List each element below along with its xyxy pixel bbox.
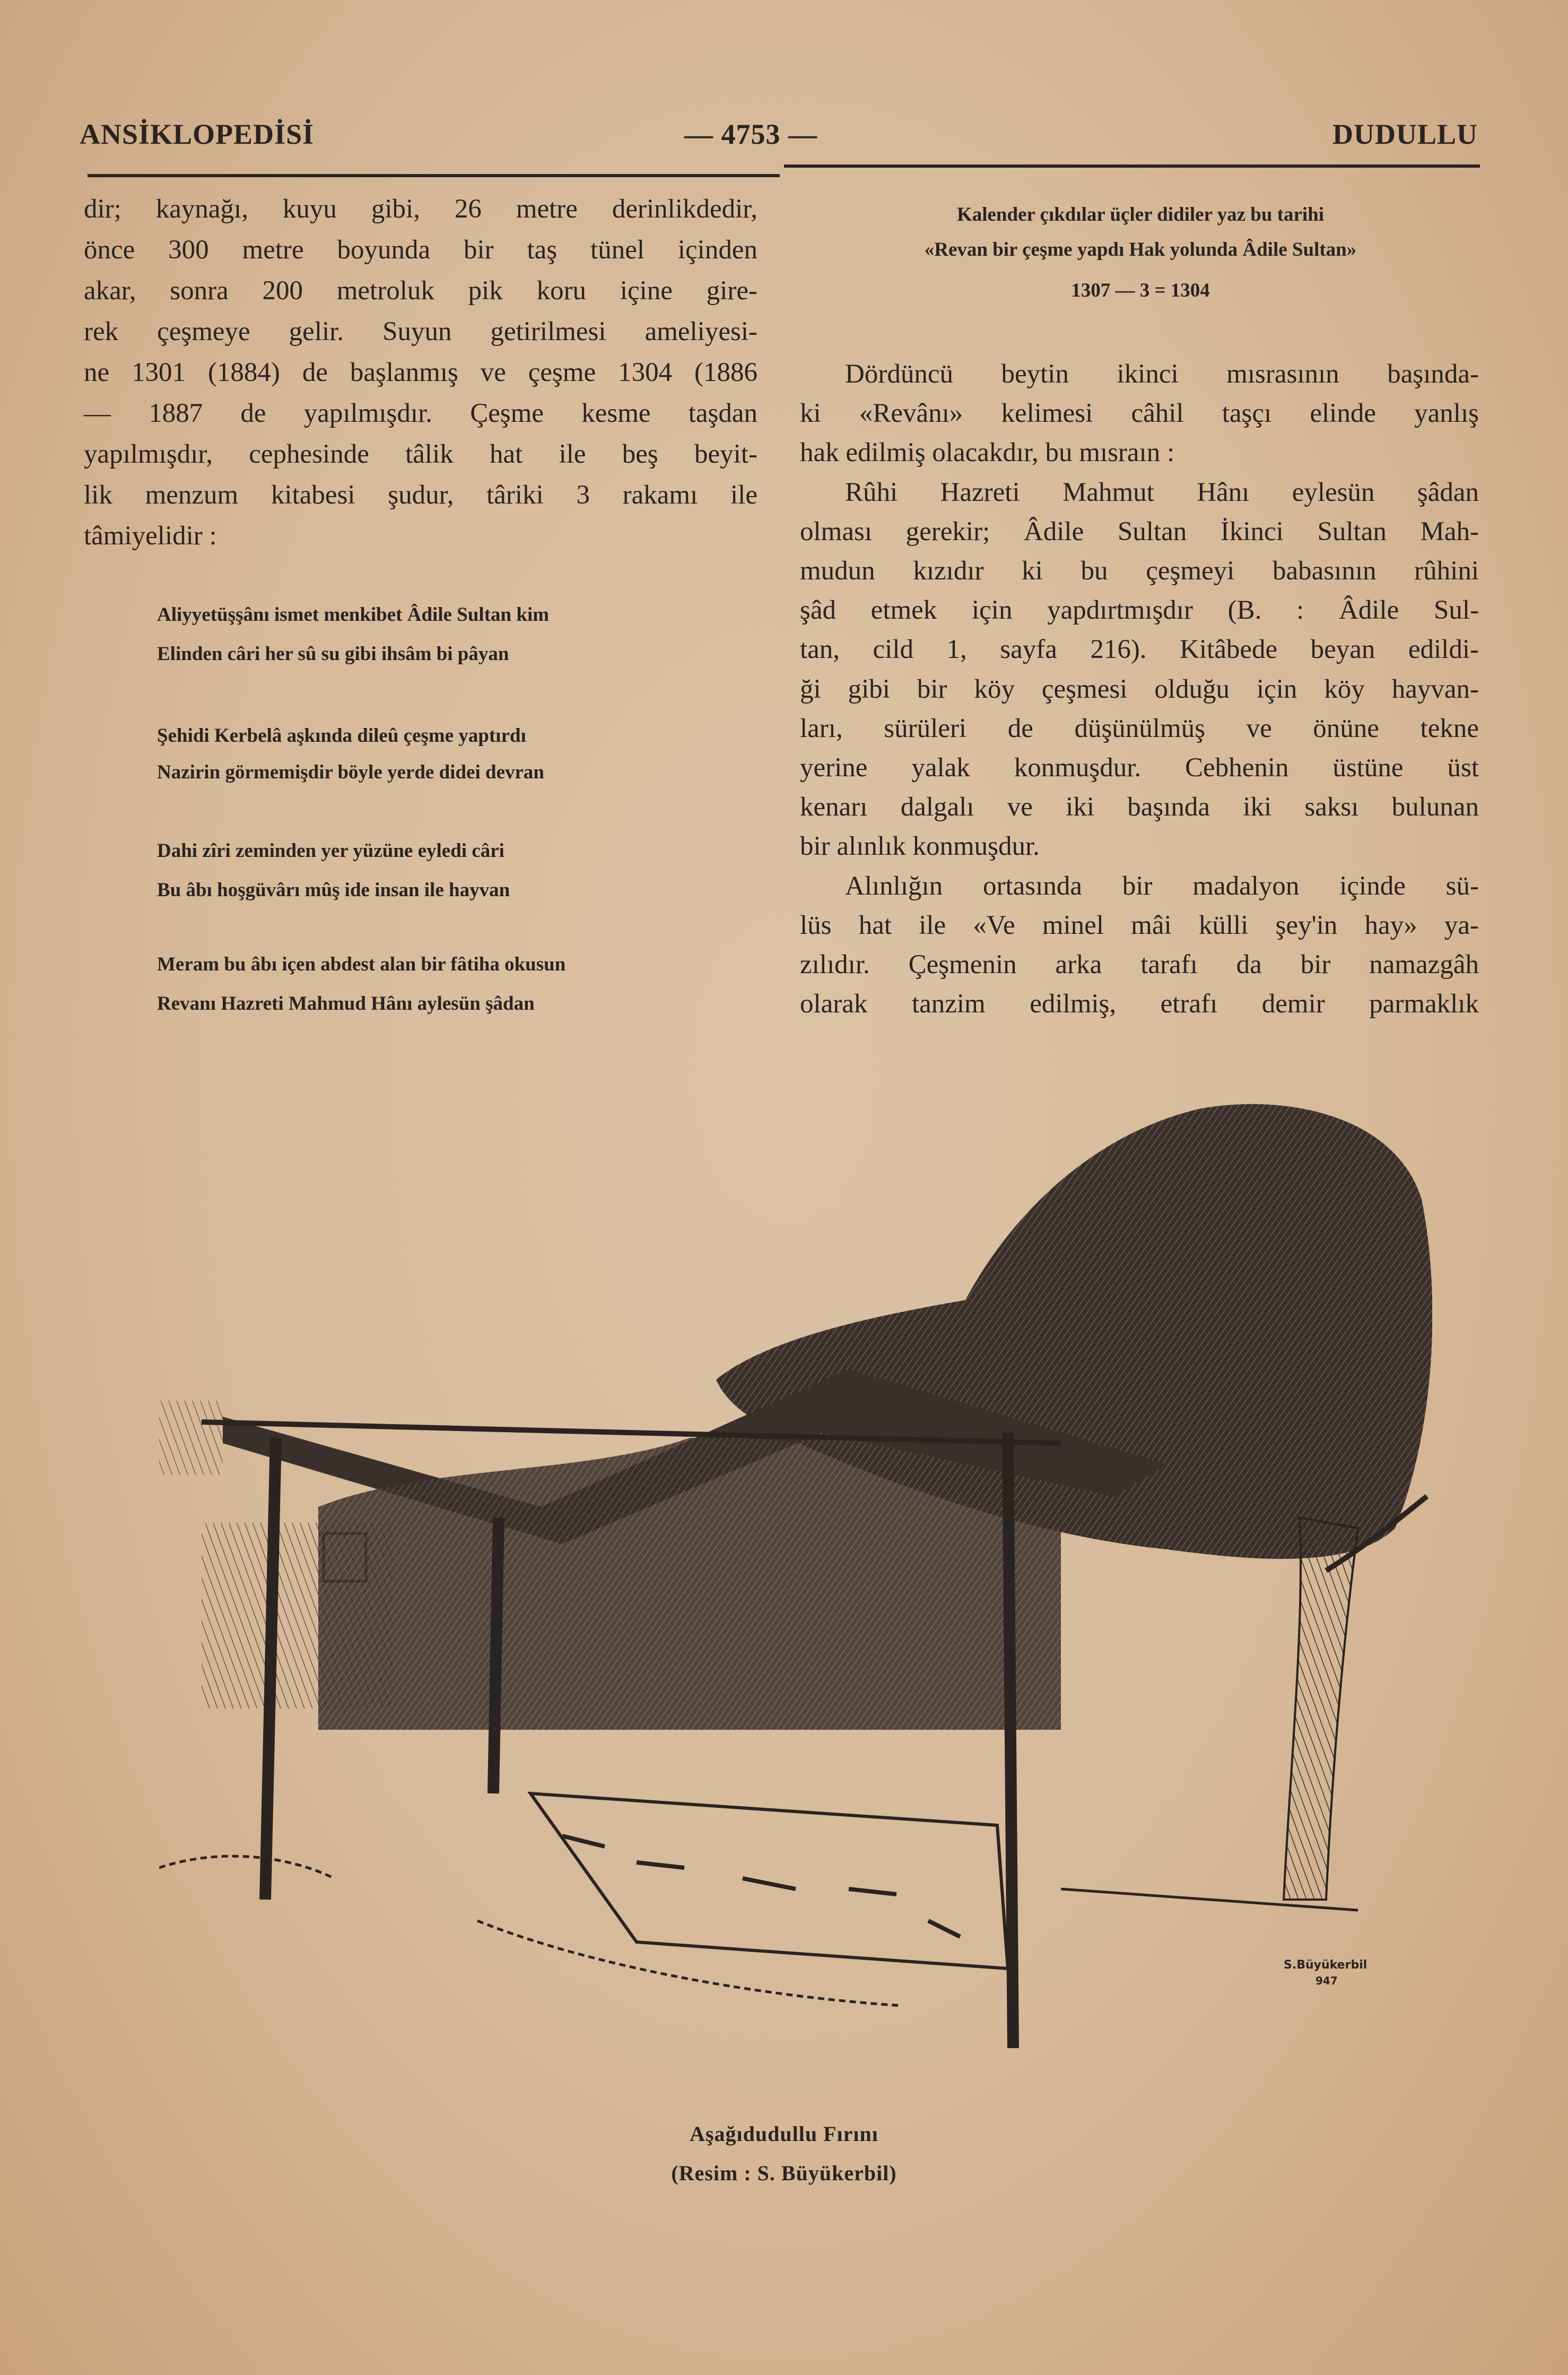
body-text-line: rek çeşmeye gelir. Suyun getirilmesi ameliyesi- bbox=[84, 317, 757, 346]
body-text-line: şâd etmek için yapdırtmışdır (B. : Âdile Sul- bbox=[800, 595, 1479, 626]
poem-line: Aliyyetüşşânı ismet menkibet Âdile Sultan kim bbox=[157, 604, 550, 626]
body-text-line: tan, cild 1, sayfa 216). Kitâbede beyan edildi- bbox=[800, 635, 1479, 665]
body-text-line: yerine yalak konmuşdur. Cebhenin üstüne üst bbox=[800, 753, 1479, 783]
page-number: — 4753 — bbox=[684, 118, 817, 150]
body-text-line: Alınlığın ortasında bir madalyon içinde sü- bbox=[845, 871, 1479, 901]
poem-line: Bu âbı hoşgüvârı mûş ide insan ile hayvan bbox=[157, 879, 510, 901]
body-text-line: ği gibi bir köy çeşmesi olduğu için köy hayvan- bbox=[800, 674, 1479, 704]
body-text-line: olması gerekir; Âdile Sultan İkinci Sultan Mah- bbox=[800, 516, 1479, 547]
body-text-line: lüs hat ile «Ve minel mâi külli şey'in hay» ya- bbox=[800, 910, 1479, 940]
artist-signature: S.Büyükerbil bbox=[1284, 1958, 1367, 1972]
body-text-line: mudun kızıdır ki bu çeşmeyi babasının rûhini bbox=[800, 556, 1479, 586]
artist-signature-year: 947 bbox=[1316, 1974, 1338, 1987]
ground-line bbox=[159, 1856, 1358, 2006]
poem-line: Revanı Hazreti Mahmud Hânı aylesün şâdan bbox=[157, 993, 535, 1015]
body-text-line: ki «Revânı» kelimesi câhil taşçı elinde yanlış bbox=[800, 398, 1479, 429]
body-text-line: hak edilmiş olacakdır, bu mısraın : bbox=[800, 438, 1175, 468]
poem-line: Dahi zîri zeminden yer yüzüne eyledi câri bbox=[157, 840, 504, 862]
body-text-line: — 1887 de yapılmışdır. Çeşme kesme taşdan bbox=[84, 398, 757, 428]
body-text-line: zılıdır. Çeşmenin arka tarafı da bir namazgâh bbox=[800, 950, 1479, 980]
body-text-line: Rûhi Hazreti Mahmut Hânı eylesün şâdan bbox=[845, 477, 1479, 507]
body-text-line: Dördüncü beytin ikinci mısrasının başında- bbox=[845, 359, 1479, 389]
stone-wall bbox=[530, 1793, 1008, 1969]
body-text-line: lik menzum kitabesi şudur, târiki 3 rakamı ile bbox=[84, 480, 757, 510]
body-text-line: tâmiyelidir : bbox=[84, 521, 217, 551]
tree-trunk bbox=[1284, 1496, 1427, 1900]
running-head-left: ANSİKLOPEDİSİ bbox=[80, 118, 315, 150]
body-text-line: kenarı dalgalı ve iki başında iki saksı bulunan bbox=[800, 792, 1479, 822]
poem-line: Meram bu âbı içen abdest alan bir fâtiha okusun bbox=[157, 954, 566, 975]
body-text-line: bir alınlık konmuşdur. bbox=[800, 831, 1040, 862]
body-text-line: yapılmışdır, cephesinde tâlik hat ile beş beyit- bbox=[84, 439, 757, 469]
body-text-line: dir; kaynağı, kuyu gibi, 26 metre derinlikdedir, bbox=[84, 194, 757, 224]
body-text-line: olarak tanzim edilmiş, etrafı demir parmaklık bbox=[800, 989, 1479, 1019]
poem-line: Elinden câri her sû su gibi ihsâm bi pâyan bbox=[157, 643, 509, 665]
illustration-village-bakery bbox=[159, 1093, 1432, 2069]
running-head-right: DUDULLU bbox=[1332, 118, 1478, 150]
poem-line: 1307 — 3 = 1304 bbox=[1071, 280, 1210, 301]
header-rule-right bbox=[784, 164, 1480, 168]
poem-line: Şehidi Kerbelâ aşkında dileû çeşme yaptırdı bbox=[157, 725, 526, 747]
poem-line: «Revan bir çeşme yapdı Hak yolunda Âdile Sultan» bbox=[924, 239, 1357, 261]
poem-line: Kalender çıkdılar üçler didiler yaz bu tarihi bbox=[956, 204, 1325, 226]
figure-caption-title: Aşağıdudullu Fırını bbox=[690, 2122, 878, 2146]
body-text-line: ne 1301 (1884) de başlanmış ve çeşme 1304 (1886 bbox=[84, 358, 757, 387]
header-rule-left bbox=[88, 174, 780, 177]
figure-caption-credit: (Resim : S. Büyükerbil) bbox=[671, 2161, 897, 2185]
body-text-line: önce 300 metre boyunda bir taş tünel içinden bbox=[84, 235, 757, 265]
shed-roof bbox=[223, 1369, 1167, 1730]
body-text-line: akar, sonra 200 metroluk pik koru içine gire- bbox=[84, 276, 757, 306]
body-text-line: ları, sürüleri de düşünülmüş ve önüne tekne bbox=[800, 713, 1479, 743]
poem-line: Nazirin görmemişdir böyle yerde didei devran bbox=[157, 761, 544, 783]
